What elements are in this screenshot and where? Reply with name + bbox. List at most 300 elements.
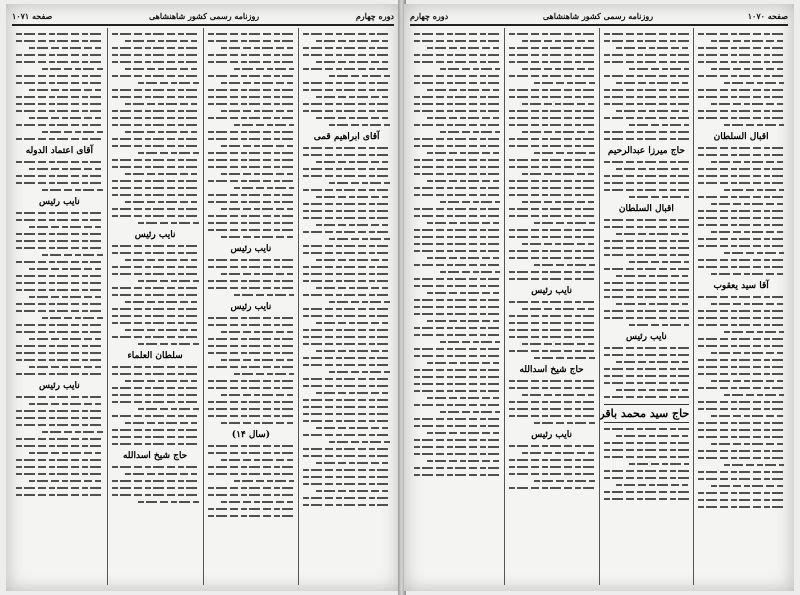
text-line: [42, 317, 103, 319]
text-line: [414, 40, 500, 42]
text-line: [221, 173, 295, 175]
text-line: [427, 257, 500, 259]
text-line: [16, 424, 103, 426]
text-line: [221, 273, 295, 275]
header-section: دوره چهارم: [410, 11, 449, 21]
right-page: [404, 4, 794, 591]
text-line: [522, 40, 595, 42]
text-line: [698, 429, 784, 431]
right-page-header: [410, 8, 788, 26]
text-line: [208, 89, 295, 91]
section-heading: نایب رئیس: [531, 430, 572, 440]
text-line: [616, 484, 689, 486]
text-line: [112, 96, 199, 98]
text-line: [16, 359, 103, 361]
text-line: [414, 54, 500, 56]
text-line: [221, 236, 295, 238]
text-line: [221, 422, 295, 424]
text-line: [509, 329, 595, 331]
text-line: [509, 194, 595, 196]
text-line: [698, 54, 784, 56]
header-title: روزنامه رسمی کشور شاهنشاهی: [542, 11, 654, 21]
text-line: [234, 480, 295, 482]
text-line: [522, 308, 595, 310]
text-line: [616, 275, 689, 277]
text-line: [427, 362, 500, 364]
text-line: [16, 494, 103, 496]
text-line: [29, 117, 103, 119]
text-line: [112, 61, 199, 63]
text-line: [112, 245, 199, 247]
text-line: [711, 485, 784, 487]
text-line: [208, 324, 295, 326]
text-line: [208, 401, 295, 403]
text-line: [427, 460, 500, 462]
text-line: [724, 189, 784, 191]
text-line: [414, 383, 500, 385]
text-line: [604, 282, 690, 284]
text-line: [303, 89, 390, 91]
text-column: [107, 28, 203, 585]
text-line: [303, 315, 390, 317]
text-line: [29, 366, 103, 368]
text-line: [112, 322, 199, 324]
text-line: [208, 201, 295, 203]
text-line: [208, 445, 295, 447]
text-line: [16, 459, 103, 461]
text-line: [604, 449, 690, 451]
section-heading: نایب رئیس: [531, 286, 572, 296]
text-line: [234, 187, 295, 189]
text-line: [208, 54, 295, 56]
text-line: [698, 324, 784, 326]
text-line: [509, 110, 595, 112]
text-line: [509, 315, 595, 317]
text-line: [522, 452, 595, 454]
text-line: [604, 375, 690, 377]
text-line: [29, 47, 103, 49]
text-line: [16, 417, 103, 419]
text-line: [208, 466, 295, 468]
text-line: [208, 287, 295, 289]
text-line: [414, 208, 500, 210]
text-line: [604, 75, 690, 77]
text-line: [414, 306, 500, 308]
text-line: [125, 103, 199, 105]
text-line: [414, 103, 500, 105]
text-line: [16, 175, 103, 177]
text-line: [29, 338, 103, 340]
text-line: [221, 501, 295, 503]
text-line: [208, 408, 295, 410]
text-line: [112, 187, 199, 189]
text-line: [698, 61, 784, 63]
text-line: [16, 275, 103, 277]
text-line: [303, 175, 390, 177]
text-line: [698, 478, 784, 480]
text-line: [698, 75, 784, 77]
text-line: [414, 355, 500, 357]
text-line: [509, 380, 595, 382]
text-line: [509, 124, 595, 126]
text-line: [112, 138, 199, 140]
text-line: [711, 273, 784, 275]
text-line: [29, 296, 103, 298]
text-line: [698, 147, 784, 149]
text-line: [208, 508, 295, 510]
section-heading: نایب رئیس: [230, 302, 272, 312]
text-line: [303, 110, 390, 112]
text-line: [509, 47, 595, 49]
text-line: [112, 366, 199, 368]
text-line: [125, 301, 199, 303]
text-line: [112, 373, 199, 375]
text-line: [303, 378, 390, 380]
text-line: [16, 82, 103, 84]
text-line: [112, 287, 199, 289]
text-line: [316, 40, 390, 42]
text-line: [604, 491, 690, 493]
text-line: [440, 201, 500, 203]
text-line: [698, 175, 784, 177]
text-line: [234, 68, 295, 70]
text-column: [693, 28, 788, 585]
header-title: روزنامه رسمی کشور شاهنشاهی: [148, 11, 260, 21]
header-page-number: صفحه ۱۰۷۰: [747, 11, 788, 21]
text-line: [509, 236, 595, 238]
text-line: [16, 96, 103, 98]
text-line: [604, 368, 690, 370]
text-line: [414, 474, 500, 476]
text-line: [112, 166, 199, 168]
text-line: [698, 457, 784, 459]
text-line: [604, 219, 690, 221]
text-line: [698, 168, 784, 170]
text-line: [303, 483, 390, 485]
text-line: [414, 369, 500, 371]
text-line: [509, 229, 595, 231]
text-line: [16, 61, 103, 63]
text-line: [604, 131, 690, 133]
text-line: [16, 33, 103, 35]
text-line: [698, 296, 784, 298]
text-line: [698, 110, 784, 112]
text-line: [125, 422, 199, 424]
text-line: [112, 394, 199, 396]
text-line: [604, 310, 690, 312]
text-line: [427, 222, 500, 224]
text-line: [509, 322, 595, 324]
section-heading: حاج شیخ اسدالله: [519, 365, 584, 375]
text-line: [303, 266, 390, 268]
text-line: [125, 131, 199, 133]
text-line: [112, 494, 199, 496]
text-line: [724, 464, 784, 466]
text-line: [329, 124, 390, 126]
text-line: [316, 427, 390, 429]
text-line: [16, 54, 103, 56]
text-line: [208, 103, 295, 105]
text-line: [711, 40, 784, 42]
text-line: [221, 359, 295, 361]
text-line: [329, 238, 390, 240]
text-line: [427, 152, 500, 154]
text-line: [112, 54, 199, 56]
text-line: [208, 166, 295, 168]
text-line: [112, 429, 199, 431]
text-line: [316, 462, 390, 464]
section-heading: نایب رئیس: [38, 381, 80, 391]
text-line: [414, 96, 500, 98]
text-line: [629, 463, 689, 465]
text-line: [16, 233, 103, 235]
text-line: [316, 96, 390, 98]
text-line: [604, 54, 690, 56]
text-line: [604, 296, 690, 298]
text-line: [509, 257, 595, 259]
text-line: [112, 273, 199, 275]
text-column: [12, 28, 107, 585]
text-line: [616, 47, 689, 49]
text-line: [138, 280, 199, 282]
text-line: [112, 89, 199, 91]
text-line: [522, 394, 595, 396]
text-line: [698, 245, 784, 247]
text-line: [698, 436, 784, 438]
text-line: [303, 231, 390, 233]
text-line: [125, 173, 199, 175]
text-line: [303, 385, 390, 387]
text-line: [303, 336, 390, 338]
text-line: [16, 124, 103, 126]
text-line: [534, 480, 594, 482]
text-line: [698, 387, 784, 389]
text-line: [303, 273, 390, 275]
text-line: [724, 331, 784, 333]
text-line: [604, 175, 690, 177]
text-line: [138, 343, 199, 345]
text-column: [599, 28, 694, 585]
text-line: [509, 487, 595, 489]
text-line: [509, 473, 595, 475]
left-page-columns: [12, 28, 394, 585]
text-line: [698, 408, 784, 410]
text-line: [112, 415, 199, 417]
text-line: [234, 124, 295, 126]
text-line: [698, 422, 784, 424]
text-line: [303, 476, 390, 478]
text-line: [414, 467, 500, 469]
text-line: [711, 352, 784, 354]
text-line: [208, 138, 295, 140]
text-line: [16, 240, 103, 242]
text-line: [427, 432, 500, 434]
text-line: [698, 210, 784, 212]
text-line: [16, 373, 103, 375]
text-line: [138, 152, 199, 154]
text-line: [414, 124, 500, 126]
text-line: [112, 117, 199, 119]
text-line: [16, 289, 103, 291]
text-line: [208, 180, 295, 182]
text-line: [208, 473, 295, 475]
text-line: [16, 247, 103, 249]
text-line: [208, 280, 295, 282]
text-line: [414, 138, 500, 140]
text-line: [698, 154, 784, 156]
text-line: [427, 397, 500, 399]
text-line: [698, 471, 784, 473]
text-line: [221, 459, 295, 461]
text-line: [414, 376, 500, 378]
section-heading: اقبال السلطان: [618, 204, 674, 214]
text-line: [316, 392, 390, 394]
text-line: [303, 203, 390, 205]
text-line: [724, 82, 784, 84]
text-line: [316, 259, 390, 261]
text-line: [629, 68, 689, 70]
text-line: [414, 446, 500, 448]
text-line: [604, 477, 690, 479]
text-line: [16, 324, 103, 326]
text-line: [221, 208, 295, 210]
text-line: [698, 499, 784, 501]
text-line: [29, 268, 103, 270]
text-line: [329, 441, 390, 443]
text-line: [303, 245, 390, 247]
text-line: [604, 347, 690, 349]
text-line: [208, 75, 295, 77]
text-line: [234, 373, 295, 375]
text-line: [698, 217, 784, 219]
text-line: [509, 145, 595, 147]
text-line: [698, 89, 784, 91]
text-line: [509, 350, 595, 352]
text-line: [414, 173, 500, 175]
text-line: [616, 110, 689, 112]
text-line: [221, 47, 295, 49]
text-line: [534, 422, 594, 424]
text-line: [16, 103, 103, 105]
text-line: [616, 168, 689, 170]
text-line: [303, 364, 390, 366]
text-line: [16, 466, 103, 468]
text-line: [629, 124, 689, 126]
text-line: [509, 466, 595, 468]
text-line: [42, 254, 103, 256]
text-line: [509, 301, 595, 303]
text-line: [604, 161, 690, 163]
text-line: [604, 226, 690, 228]
text-line: [604, 138, 690, 140]
text-line: [414, 187, 500, 189]
text-line: [16, 438, 103, 440]
text-line: [698, 47, 784, 49]
text-line: [208, 415, 295, 417]
text-line: [208, 352, 295, 354]
text-line: [208, 117, 295, 119]
text-line: [509, 459, 595, 461]
text-line: [698, 338, 784, 340]
text-line: [414, 110, 500, 112]
text-line: [303, 68, 390, 70]
text-line: [698, 266, 784, 268]
text-line: [509, 75, 595, 77]
text-line: [138, 408, 199, 410]
text-line: [604, 442, 690, 444]
text-line: [509, 401, 595, 403]
section-heading: نایب رئیس: [38, 197, 80, 207]
text-line: [414, 33, 500, 35]
text-line: [604, 61, 690, 63]
section-heading: حاج سید محمد باقر: [604, 404, 690, 423]
text-line: [414, 236, 500, 238]
text-line: [208, 345, 295, 347]
text-line: [616, 303, 689, 305]
text-line: [316, 490, 390, 492]
text-line: [414, 250, 500, 252]
text-line: [427, 320, 500, 322]
text-line: [616, 389, 689, 391]
text-line: [414, 425, 500, 427]
text-line: [414, 334, 500, 336]
text-line: [414, 61, 500, 63]
text-line: [112, 75, 199, 77]
text-line: [221, 82, 295, 84]
text-line: [16, 396, 103, 398]
header-section: دوره چهارم: [355, 11, 394, 21]
text-line: [208, 338, 295, 340]
text-line: [303, 280, 390, 282]
text-line: [509, 180, 595, 182]
text-line: [16, 40, 103, 42]
text-line: [208, 152, 295, 154]
text-line: [303, 420, 390, 422]
text-line: [698, 259, 784, 261]
text-line: [414, 313, 500, 315]
text-line: [440, 131, 500, 133]
section-heading: نایب رئیس: [625, 332, 667, 342]
text-line: [414, 404, 500, 406]
text-line: [698, 401, 784, 403]
text-line: [522, 173, 595, 175]
text-line: [16, 219, 103, 221]
text-line: [208, 229, 295, 231]
text-line: [303, 294, 390, 296]
text-line: [440, 68, 500, 70]
section-heading: آقا سید یعقوب: [713, 281, 769, 291]
text-line: [112, 159, 199, 161]
text-line: [698, 182, 784, 184]
text-line: [440, 411, 500, 413]
text-line: [629, 261, 689, 263]
text-line: [112, 208, 199, 210]
text-line: [208, 494, 295, 496]
text-line: [604, 382, 690, 384]
text-line: [16, 345, 103, 347]
text-line: [303, 357, 390, 359]
text-line: [29, 480, 103, 482]
text-line: [112, 47, 199, 49]
text-line: [29, 226, 103, 228]
text-line: [316, 287, 390, 289]
text-line: [522, 103, 595, 105]
text-line: [112, 466, 199, 468]
text-line: [509, 278, 595, 280]
text-line: [16, 261, 103, 263]
text-line: [509, 387, 595, 389]
text-line: [414, 348, 500, 350]
